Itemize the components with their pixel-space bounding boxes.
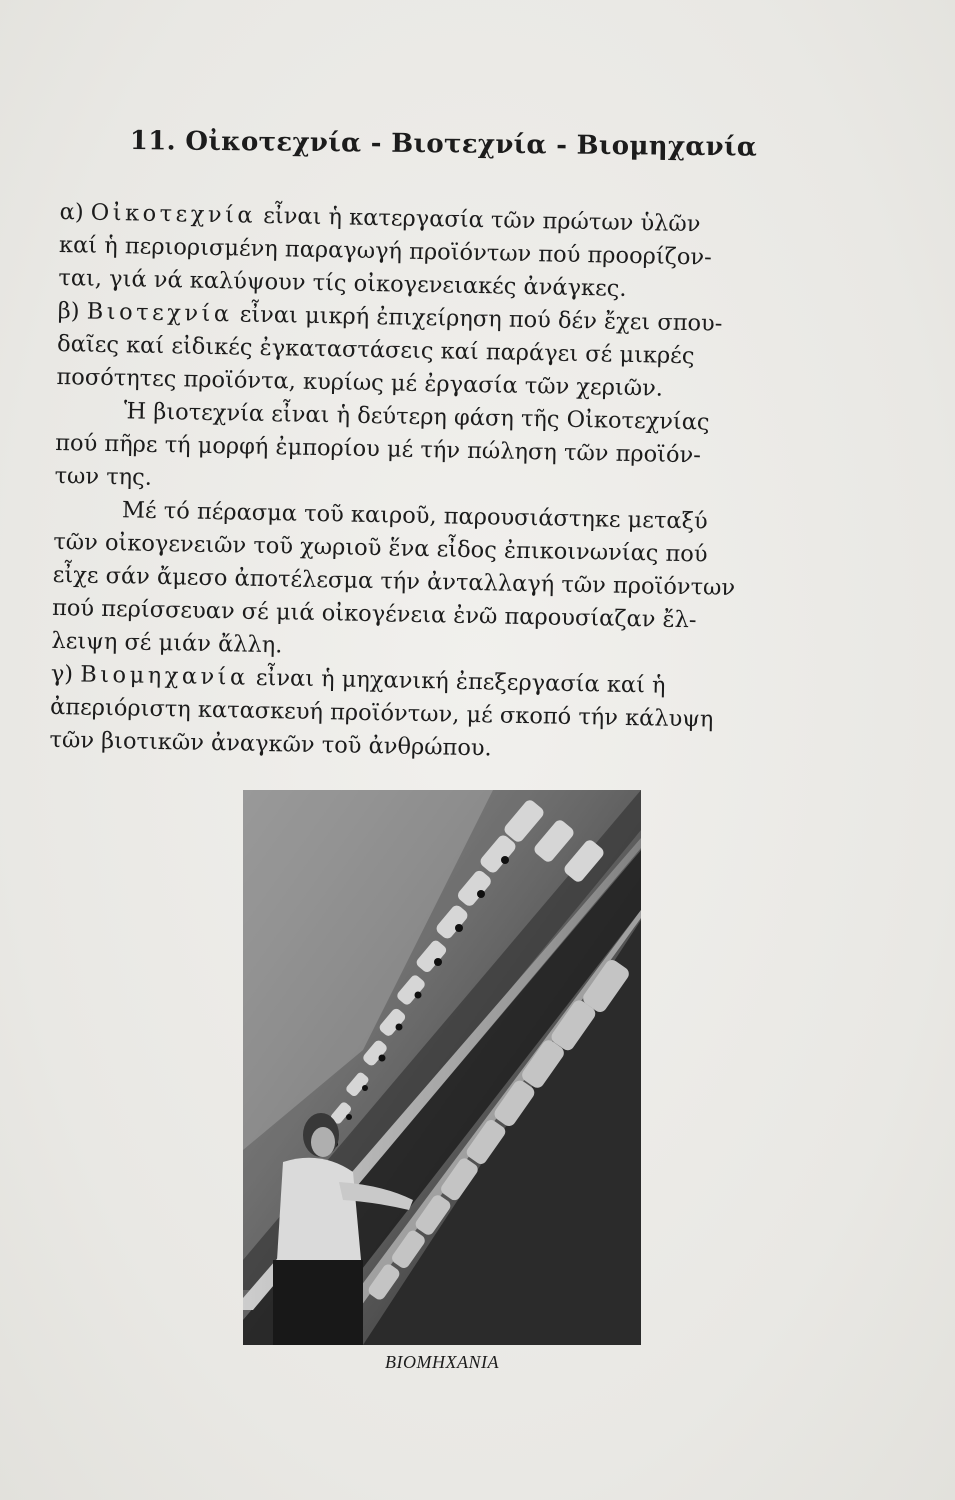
paragraph-history-line-3: εἶχε σάν ἄμεσο ἀποτέλεσμα τήν ἀνταλλαγή τῶν προϊόντων bbox=[52, 561, 736, 602]
paragraph-history-line-4: πού περίσσευαν σέ μιά οἰκογένεια ἐνῶ παρουσίαζαν ἔλ- bbox=[51, 594, 697, 634]
alpha-lead: α) bbox=[59, 198, 92, 226]
paragraph-beta-line-2: δαῖες καί εἰδικές ἐγκαταστάσεις καί παράγει σέ μικρές bbox=[56, 330, 695, 370]
paragraph-beta-cont-line-2: πού πῆρε τή μορφή ἐμπορίου μέ τήν πώληση τῶν προϊόν- bbox=[55, 429, 702, 469]
paragraph-history-line-2: τῶν οἰκογενειῶν τοῦ χωριοῦ ἕνα εἶδος ἐπικοινωνίας πού bbox=[53, 528, 708, 568]
paragraph-beta-cont-line-1: Ἡ βιοτεχνία εἶναι ἡ δεύτερη φάση τῆς Οἰκοτεχνίας bbox=[123, 398, 710, 436]
beta-line-1-rest: εἶναι μικρή ἐπιχείρηση πού δέν ἔχει σπου- bbox=[232, 301, 723, 337]
figure-caption: ΒΙΟΜΗΧΑΝΙΑ bbox=[385, 1352, 499, 1372]
alpha-term: Οἰκοτεχνία bbox=[90, 199, 257, 229]
industry-photograph bbox=[243, 790, 641, 1345]
paragraph-alpha-line-3: ται, γιά νά καλύψουν τίς οἰκογενειακές ἀνάγκες. bbox=[58, 264, 627, 302]
paragraph-beta-cont-line-3: των της. bbox=[54, 462, 153, 491]
beta-term: Βιοτεχνία bbox=[86, 298, 233, 328]
paragraph-beta-line-3: ποσότητες προϊόντα, κυρίως μέ ἐργασία τῶν χεριῶν. bbox=[56, 363, 664, 402]
section-title: 11. Οἰκοτεχνία - Βιοτεχνία - Βιομηχανία bbox=[129, 126, 758, 163]
gamma-line-1-rest: εἶναι ἡ μηχανική ἐπεξεργασία καί ἡ bbox=[248, 664, 666, 699]
paragraph-history-line-1: Μέ τό πέρασμα τοῦ καιροῦ, παρουσιάστηκε μεταξύ bbox=[121, 497, 708, 535]
gamma-term: Βιομηχανία bbox=[79, 661, 249, 691]
paragraph-history-line-5: λειψη σέ μιάν ἄλλη. bbox=[51, 627, 283, 659]
spinning-mill-illustration bbox=[243, 790, 641, 1345]
alpha-line-1-rest: εἶναι ἡ κατεργασία τῶν πρώτων ὑλῶν bbox=[255, 202, 701, 238]
beta-lead: β) bbox=[57, 297, 87, 325]
body-text bbox=[49, 196, 800, 771]
paragraph-gamma-line-2: ἀπεριόριστη κατασκευή προϊόντων, μέ σκοπό τήν κάλυψη bbox=[49, 693, 714, 733]
paragraph-alpha-line-2: καί ἡ περιορισμένη παραγωγή προϊόντων πού προορίζον- bbox=[58, 231, 712, 271]
paragraph-gamma-line-3: τῶν βιοτικῶν ἀναγκῶν τοῦ ἀνθρώπου. bbox=[49, 726, 492, 762]
gamma-lead: γ) bbox=[50, 660, 81, 688]
